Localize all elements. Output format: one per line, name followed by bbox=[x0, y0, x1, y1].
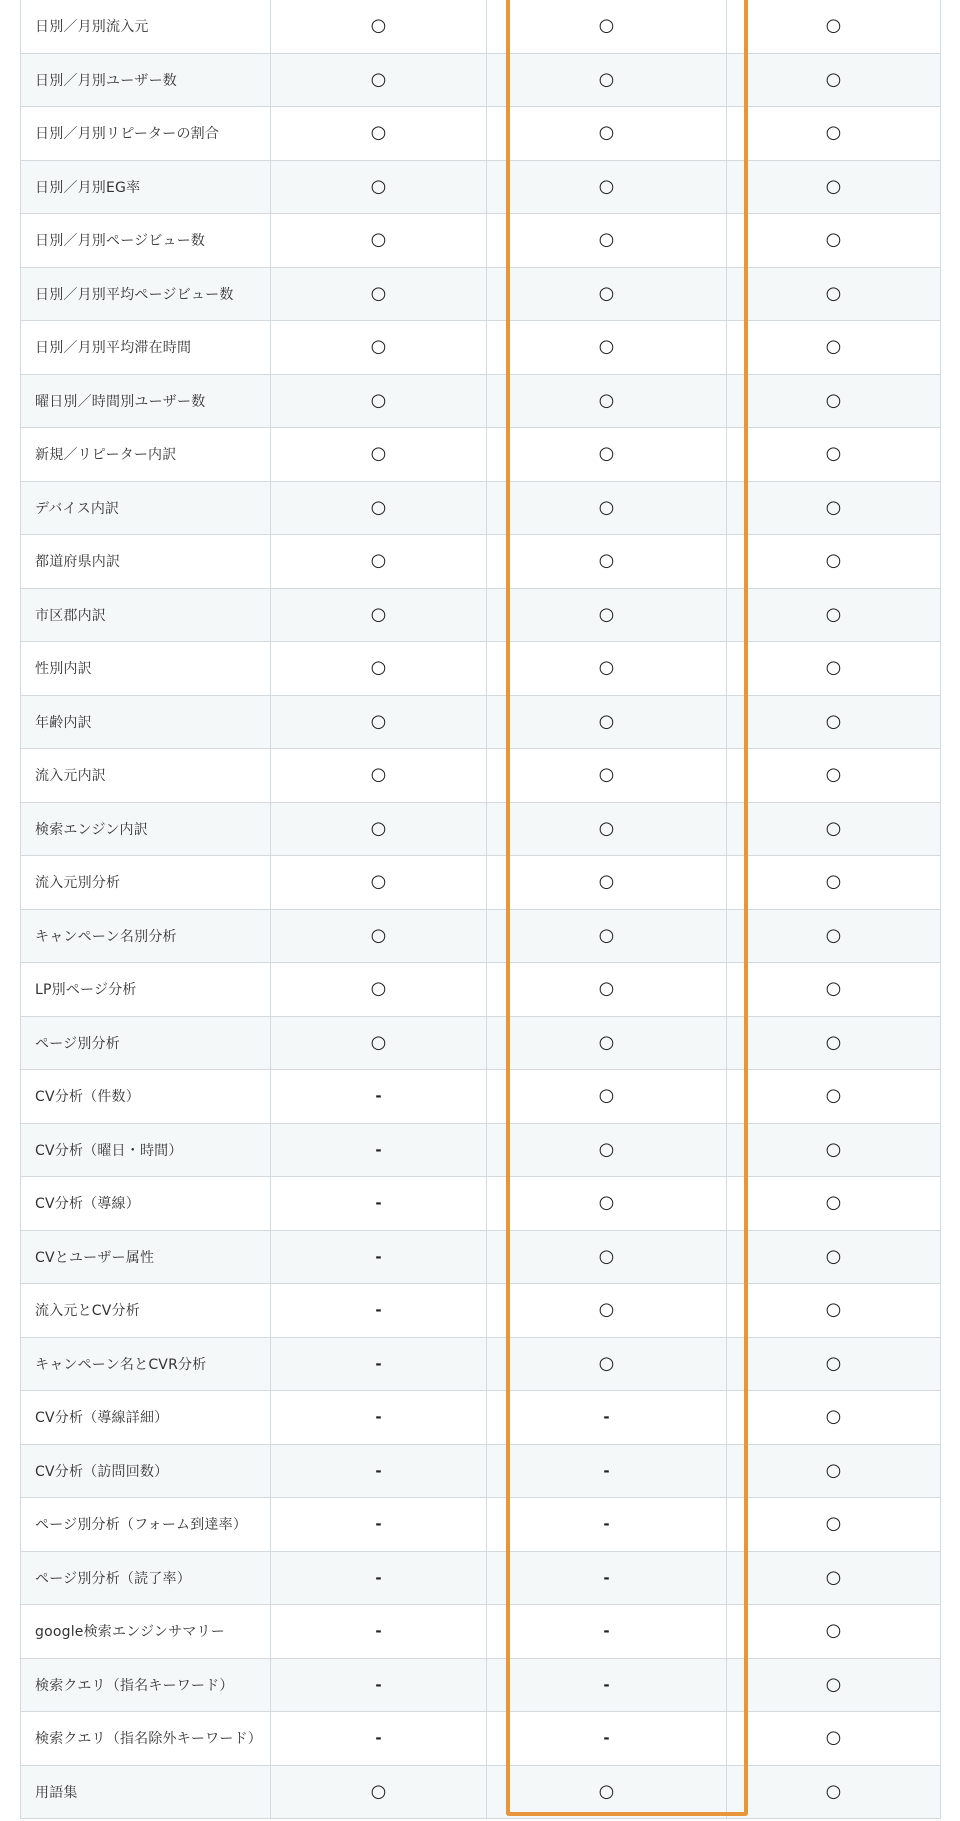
plan-1-availability-cell bbox=[271, 1551, 487, 1605]
plan-3-availability-cell bbox=[727, 963, 941, 1017]
plan-1-availability-cell bbox=[271, 1712, 487, 1766]
available-circle-icon: ○ bbox=[825, 1352, 842, 1374]
feature-name-cell: CV分析（導線） bbox=[21, 1177, 271, 1231]
available-circle-icon: ○ bbox=[825, 1085, 842, 1107]
plan-3-availability-cell bbox=[727, 1605, 941, 1659]
plan-3-availability-cell bbox=[727, 1551, 941, 1605]
not-available-dash-icon: - bbox=[603, 1515, 610, 1534]
feature-name-cell: ページ別分析 bbox=[21, 1016, 271, 1070]
available-circle-icon: ○ bbox=[825, 1138, 842, 1160]
plan-1-availability-cell bbox=[271, 1070, 487, 1124]
feature-name-cell: キャンペーン名とCVR分析 bbox=[21, 1337, 271, 1391]
plan-3-availability-cell bbox=[727, 588, 941, 642]
plan-1-availability-cell bbox=[271, 428, 487, 482]
available-circle-icon: ○ bbox=[598, 336, 615, 358]
table-row bbox=[21, 1070, 941, 1124]
not-available-dash-icon: - bbox=[375, 1515, 382, 1534]
plan-2-availability-cell bbox=[487, 107, 727, 161]
table-row bbox=[21, 1391, 941, 1445]
available-circle-icon: ○ bbox=[598, 443, 615, 465]
available-circle-icon: ○ bbox=[825, 229, 842, 251]
available-circle-icon: ○ bbox=[370, 978, 387, 1000]
feature-name-cell: 日別／月別ユーザー数 bbox=[21, 53, 271, 107]
plan-3-availability-cell bbox=[727, 695, 941, 749]
not-available-dash-icon: - bbox=[375, 1729, 382, 1748]
not-available-dash-icon: - bbox=[603, 1408, 610, 1427]
not-available-dash-icon: - bbox=[375, 1301, 382, 1320]
not-available-dash-icon: - bbox=[603, 1675, 610, 1694]
available-circle-icon: ○ bbox=[825, 1192, 842, 1214]
plan-2-availability-cell bbox=[487, 1016, 727, 1070]
plan-3-availability-cell bbox=[727, 642, 941, 696]
available-circle-icon: ○ bbox=[598, 1299, 615, 1321]
feature-name-cell: CV分析（件数） bbox=[21, 1070, 271, 1124]
plan-2-availability-cell bbox=[487, 642, 727, 696]
available-circle-icon: ○ bbox=[825, 603, 842, 625]
plan-1-availability-cell bbox=[271, 1177, 487, 1231]
feature-name-cell: デバイス内訳 bbox=[21, 481, 271, 535]
plan-2-availability-cell bbox=[487, 1658, 727, 1712]
plan-3-availability-cell bbox=[727, 428, 941, 482]
table-row bbox=[21, 1605, 941, 1659]
available-circle-icon: ○ bbox=[825, 15, 842, 37]
plan-3-availability-cell bbox=[727, 214, 941, 268]
available-circle-icon: ○ bbox=[825, 1727, 842, 1749]
plan-3-availability-cell bbox=[727, 1337, 941, 1391]
plan-2-availability-cell bbox=[487, 1070, 727, 1124]
table-row bbox=[21, 695, 941, 749]
available-circle-icon: ○ bbox=[370, 764, 387, 786]
available-circle-icon: ○ bbox=[598, 282, 615, 304]
plan-3-availability-cell bbox=[727, 107, 941, 161]
plan-2-availability-cell bbox=[487, 1284, 727, 1338]
plan-1-availability-cell bbox=[271, 160, 487, 214]
plan-2-availability-cell bbox=[487, 1712, 727, 1766]
plan-2-availability-cell bbox=[487, 802, 727, 856]
plan-1-availability-cell bbox=[271, 909, 487, 963]
available-circle-icon: ○ bbox=[370, 924, 387, 946]
plan-3-availability-cell bbox=[727, 1444, 941, 1498]
available-circle-icon: ○ bbox=[370, 336, 387, 358]
feature-name-cell: 検索クエリ（指名除外キーワード） bbox=[21, 1712, 271, 1766]
plan-2-availability-cell bbox=[487, 481, 727, 535]
available-circle-icon: ○ bbox=[598, 229, 615, 251]
available-circle-icon: ○ bbox=[598, 175, 615, 197]
available-circle-icon: ○ bbox=[370, 443, 387, 465]
table-row bbox=[21, 1123, 941, 1177]
table-row bbox=[21, 214, 941, 268]
available-circle-icon: ○ bbox=[598, 68, 615, 90]
feature-name-cell: 市区郡内訳 bbox=[21, 588, 271, 642]
not-available-dash-icon: - bbox=[375, 1247, 382, 1266]
table-row bbox=[21, 267, 941, 321]
available-circle-icon: ○ bbox=[598, 1085, 615, 1107]
not-available-dash-icon: - bbox=[375, 1087, 382, 1106]
available-circle-icon: ○ bbox=[825, 1620, 842, 1642]
feature-name-cell: 都道府県内訳 bbox=[21, 535, 271, 589]
available-circle-icon: ○ bbox=[370, 122, 387, 144]
plan-1-availability-cell bbox=[271, 53, 487, 107]
table-row bbox=[21, 107, 941, 161]
available-circle-icon: ○ bbox=[825, 336, 842, 358]
feature-name-cell: 性別内訳 bbox=[21, 642, 271, 696]
plan-3-availability-cell bbox=[727, 1712, 941, 1766]
plan-1-availability-cell bbox=[271, 1016, 487, 1070]
plan-2-availability-cell bbox=[487, 1498, 727, 1552]
plan-2-availability-cell bbox=[487, 963, 727, 1017]
available-circle-icon: ○ bbox=[825, 1780, 842, 1802]
plan-2-availability-cell bbox=[487, 1337, 727, 1391]
plan-3-availability-cell bbox=[727, 160, 941, 214]
not-available-dash-icon: - bbox=[603, 1622, 610, 1641]
not-available-dash-icon: - bbox=[375, 1622, 382, 1641]
available-circle-icon: ○ bbox=[370, 550, 387, 572]
plan-1-availability-cell bbox=[271, 802, 487, 856]
plan-2-availability-cell bbox=[487, 53, 727, 107]
feature-name-cell: 新規／リピーター内訳 bbox=[21, 428, 271, 482]
plan-2-availability-cell bbox=[487, 1551, 727, 1605]
available-circle-icon: ○ bbox=[370, 1780, 387, 1802]
available-circle-icon: ○ bbox=[825, 1299, 842, 1321]
table-row bbox=[21, 963, 941, 1017]
plan-3-availability-cell bbox=[727, 374, 941, 428]
available-circle-icon: ○ bbox=[825, 710, 842, 732]
plan-2-availability-cell bbox=[487, 749, 727, 803]
plan-2-availability-cell bbox=[487, 695, 727, 749]
table-row bbox=[21, 802, 941, 856]
plan-3-availability-cell bbox=[727, 1230, 941, 1284]
plan-3-availability-cell bbox=[727, 267, 941, 321]
plan-2-availability-cell bbox=[487, 1605, 727, 1659]
plan-3-availability-cell bbox=[727, 1658, 941, 1712]
table-row bbox=[21, 1498, 941, 1552]
available-circle-icon: ○ bbox=[598, 710, 615, 732]
available-circle-icon: ○ bbox=[825, 764, 842, 786]
plan-1-availability-cell bbox=[271, 267, 487, 321]
available-circle-icon: ○ bbox=[598, 1780, 615, 1802]
table-row bbox=[21, 1444, 941, 1498]
not-available-dash-icon: - bbox=[375, 1354, 382, 1373]
feature-name-cell: CV分析（訪問回数） bbox=[21, 1444, 271, 1498]
available-circle-icon: ○ bbox=[598, 15, 615, 37]
available-circle-icon: ○ bbox=[825, 389, 842, 411]
table-row bbox=[21, 1337, 941, 1391]
feature-comparison-table-wrapper bbox=[20, 0, 940, 1819]
table-row bbox=[21, 588, 941, 642]
available-circle-icon: ○ bbox=[598, 978, 615, 1000]
available-circle-icon: ○ bbox=[370, 1031, 387, 1053]
plan-1-availability-cell bbox=[271, 856, 487, 910]
plan-1-availability-cell bbox=[271, 1391, 487, 1445]
plan-2-availability-cell bbox=[487, 0, 727, 53]
feature-name-cell: google検索エンジンサマリー bbox=[21, 1605, 271, 1659]
feature-name-cell: 日別／月別EG率 bbox=[21, 160, 271, 214]
available-circle-icon: ○ bbox=[598, 603, 615, 625]
available-circle-icon: ○ bbox=[825, 122, 842, 144]
plan-1-availability-cell bbox=[271, 0, 487, 53]
available-circle-icon: ○ bbox=[825, 924, 842, 946]
available-circle-icon: ○ bbox=[598, 657, 615, 679]
plan-3-availability-cell bbox=[727, 1391, 941, 1445]
available-circle-icon: ○ bbox=[370, 871, 387, 893]
feature-name-cell: CVとユーザー属性 bbox=[21, 1230, 271, 1284]
available-circle-icon: ○ bbox=[370, 389, 387, 411]
available-circle-icon: ○ bbox=[825, 1513, 842, 1535]
available-circle-icon: ○ bbox=[825, 1673, 842, 1695]
table-row bbox=[21, 535, 941, 589]
plan-1-availability-cell bbox=[271, 588, 487, 642]
feature-name-cell: 日別／月別ページビュー数 bbox=[21, 214, 271, 268]
available-circle-icon: ○ bbox=[598, 389, 615, 411]
available-circle-icon: ○ bbox=[825, 657, 842, 679]
available-circle-icon: ○ bbox=[825, 978, 842, 1000]
table-row bbox=[21, 1765, 941, 1819]
plan-3-availability-cell bbox=[727, 749, 941, 803]
available-circle-icon: ○ bbox=[825, 550, 842, 572]
available-circle-icon: ○ bbox=[370, 229, 387, 251]
not-available-dash-icon: - bbox=[375, 1568, 382, 1587]
plan-3-availability-cell bbox=[727, 1765, 941, 1819]
plan-2-availability-cell bbox=[487, 321, 727, 375]
plan-3-availability-cell bbox=[727, 53, 941, 107]
not-available-dash-icon: - bbox=[375, 1675, 382, 1694]
feature-name-cell: ページ別分析（読了率） bbox=[21, 1551, 271, 1605]
feature-name-cell: キャンペーン名別分析 bbox=[21, 909, 271, 963]
available-circle-icon: ○ bbox=[598, 496, 615, 518]
table-row bbox=[21, 642, 941, 696]
available-circle-icon: ○ bbox=[370, 496, 387, 518]
available-circle-icon: ○ bbox=[598, 550, 615, 572]
plan-3-availability-cell bbox=[727, 1498, 941, 1552]
available-circle-icon: ○ bbox=[825, 282, 842, 304]
table-row bbox=[21, 321, 941, 375]
available-circle-icon: ○ bbox=[825, 1406, 842, 1428]
available-circle-icon: ○ bbox=[598, 1245, 615, 1267]
feature-comparison-table bbox=[20, 0, 941, 1819]
available-circle-icon: ○ bbox=[825, 175, 842, 197]
available-circle-icon: ○ bbox=[370, 817, 387, 839]
feature-name-cell: 流入元内訳 bbox=[21, 749, 271, 803]
table-row bbox=[21, 1230, 941, 1284]
table-row bbox=[21, 1284, 941, 1338]
plan-2-availability-cell bbox=[487, 1177, 727, 1231]
plan-2-availability-cell bbox=[487, 428, 727, 482]
feature-name-cell: 流入元とCV分析 bbox=[21, 1284, 271, 1338]
plan-1-availability-cell bbox=[271, 1284, 487, 1338]
available-circle-icon: ○ bbox=[598, 817, 615, 839]
available-circle-icon: ○ bbox=[370, 710, 387, 732]
plan-3-availability-cell bbox=[727, 1123, 941, 1177]
feature-name-cell: 日別／月別平均ページビュー数 bbox=[21, 267, 271, 321]
feature-name-cell: CV分析（導線詳細） bbox=[21, 1391, 271, 1445]
plan-1-availability-cell bbox=[271, 749, 487, 803]
available-circle-icon: ○ bbox=[598, 871, 615, 893]
available-circle-icon: ○ bbox=[825, 1031, 842, 1053]
available-circle-icon: ○ bbox=[825, 871, 842, 893]
available-circle-icon: ○ bbox=[598, 1192, 615, 1214]
plan-1-availability-cell bbox=[271, 1498, 487, 1552]
table-row bbox=[21, 0, 941, 53]
available-circle-icon: ○ bbox=[825, 817, 842, 839]
plan-1-availability-cell bbox=[271, 1658, 487, 1712]
plan-2-availability-cell bbox=[487, 267, 727, 321]
plan-3-availability-cell bbox=[727, 856, 941, 910]
table-row bbox=[21, 1712, 941, 1766]
plan-3-availability-cell bbox=[727, 802, 941, 856]
not-available-dash-icon: - bbox=[375, 1461, 382, 1480]
plan-1-availability-cell bbox=[271, 1123, 487, 1177]
not-available-dash-icon: - bbox=[603, 1568, 610, 1587]
feature-name-cell: 日別／月別平均滞在時間 bbox=[21, 321, 271, 375]
feature-name-cell: 日別／月別流入元 bbox=[21, 0, 271, 53]
plan-1-availability-cell bbox=[271, 1444, 487, 1498]
plan-3-availability-cell bbox=[727, 0, 941, 53]
available-circle-icon: ○ bbox=[598, 1138, 615, 1160]
table-row bbox=[21, 909, 941, 963]
feature-name-cell: 検索クエリ（指名キーワード） bbox=[21, 1658, 271, 1712]
plan-3-availability-cell bbox=[727, 1016, 941, 1070]
table-row bbox=[21, 749, 941, 803]
table-row bbox=[21, 1551, 941, 1605]
available-circle-icon: ○ bbox=[370, 603, 387, 625]
plan-2-availability-cell bbox=[487, 909, 727, 963]
available-circle-icon: ○ bbox=[825, 1566, 842, 1588]
plan-1-availability-cell bbox=[271, 374, 487, 428]
available-circle-icon: ○ bbox=[825, 68, 842, 90]
plan-1-availability-cell bbox=[271, 1230, 487, 1284]
feature-name-cell: ページ別分析（フォーム到達率） bbox=[21, 1498, 271, 1552]
feature-name-cell: 日別／月別リピーターの割合 bbox=[21, 107, 271, 161]
plan-2-availability-cell bbox=[487, 374, 727, 428]
feature-name-cell: CV分析（曜日・時間） bbox=[21, 1123, 271, 1177]
available-circle-icon: ○ bbox=[370, 657, 387, 679]
plan-3-availability-cell bbox=[727, 1284, 941, 1338]
plan-1-availability-cell bbox=[271, 963, 487, 1017]
plan-3-availability-cell bbox=[727, 1177, 941, 1231]
plan-2-availability-cell bbox=[487, 1444, 727, 1498]
table-row bbox=[21, 856, 941, 910]
table-row bbox=[21, 1016, 941, 1070]
available-circle-icon: ○ bbox=[598, 122, 615, 144]
plan-2-availability-cell bbox=[487, 1230, 727, 1284]
available-circle-icon: ○ bbox=[825, 1459, 842, 1481]
plan-2-availability-cell bbox=[487, 588, 727, 642]
plan-2-availability-cell bbox=[487, 160, 727, 214]
table-row bbox=[21, 53, 941, 107]
feature-name-cell: 年齢内訳 bbox=[21, 695, 271, 749]
feature-name-cell: 用語集 bbox=[21, 1765, 271, 1819]
available-circle-icon: ○ bbox=[598, 924, 615, 946]
not-available-dash-icon: - bbox=[603, 1461, 610, 1480]
feature-name-cell: LP別ページ分析 bbox=[21, 963, 271, 1017]
table-row bbox=[21, 1658, 941, 1712]
available-circle-icon: ○ bbox=[825, 443, 842, 465]
available-circle-icon: ○ bbox=[598, 1031, 615, 1053]
plan-2-availability-cell bbox=[487, 214, 727, 268]
available-circle-icon: ○ bbox=[825, 496, 842, 518]
table-row bbox=[21, 481, 941, 535]
plan-1-availability-cell bbox=[271, 642, 487, 696]
plan-2-availability-cell bbox=[487, 856, 727, 910]
plan-1-availability-cell bbox=[271, 695, 487, 749]
feature-name-cell: 検索エンジン内訳 bbox=[21, 802, 271, 856]
available-circle-icon: ○ bbox=[370, 175, 387, 197]
table-row bbox=[21, 160, 941, 214]
plan-1-availability-cell bbox=[271, 481, 487, 535]
table-row bbox=[21, 374, 941, 428]
available-circle-icon: ○ bbox=[598, 1352, 615, 1374]
plan-3-availability-cell bbox=[727, 535, 941, 589]
plan-1-availability-cell bbox=[271, 1337, 487, 1391]
available-circle-icon: ○ bbox=[370, 68, 387, 90]
plan-2-availability-cell bbox=[487, 1765, 727, 1819]
feature-rows bbox=[21, 0, 941, 1819]
plan-3-availability-cell bbox=[727, 321, 941, 375]
plan-3-availability-cell bbox=[727, 481, 941, 535]
feature-name-cell: 曜日別／時間別ユーザー数 bbox=[21, 374, 271, 428]
not-available-dash-icon: - bbox=[375, 1140, 382, 1159]
not-available-dash-icon: - bbox=[375, 1194, 382, 1213]
not-available-dash-icon: - bbox=[603, 1729, 610, 1748]
plan-3-availability-cell bbox=[727, 1070, 941, 1124]
table-row bbox=[21, 428, 941, 482]
plan-1-availability-cell bbox=[271, 214, 487, 268]
plan-1-availability-cell bbox=[271, 1605, 487, 1659]
plan-1-availability-cell bbox=[271, 107, 487, 161]
plan-3-availability-cell bbox=[727, 909, 941, 963]
plan-2-availability-cell bbox=[487, 535, 727, 589]
available-circle-icon: ○ bbox=[825, 1245, 842, 1267]
plan-1-availability-cell bbox=[271, 535, 487, 589]
available-circle-icon: ○ bbox=[598, 764, 615, 786]
plan-1-availability-cell bbox=[271, 321, 487, 375]
feature-name-cell: 流入元別分析 bbox=[21, 856, 271, 910]
available-circle-icon: ○ bbox=[370, 15, 387, 37]
not-available-dash-icon: - bbox=[375, 1408, 382, 1427]
plan-2-availability-cell bbox=[487, 1123, 727, 1177]
plan-1-availability-cell bbox=[271, 1765, 487, 1819]
table-row bbox=[21, 1177, 941, 1231]
available-circle-icon: ○ bbox=[370, 282, 387, 304]
plan-2-availability-cell bbox=[487, 1391, 727, 1445]
